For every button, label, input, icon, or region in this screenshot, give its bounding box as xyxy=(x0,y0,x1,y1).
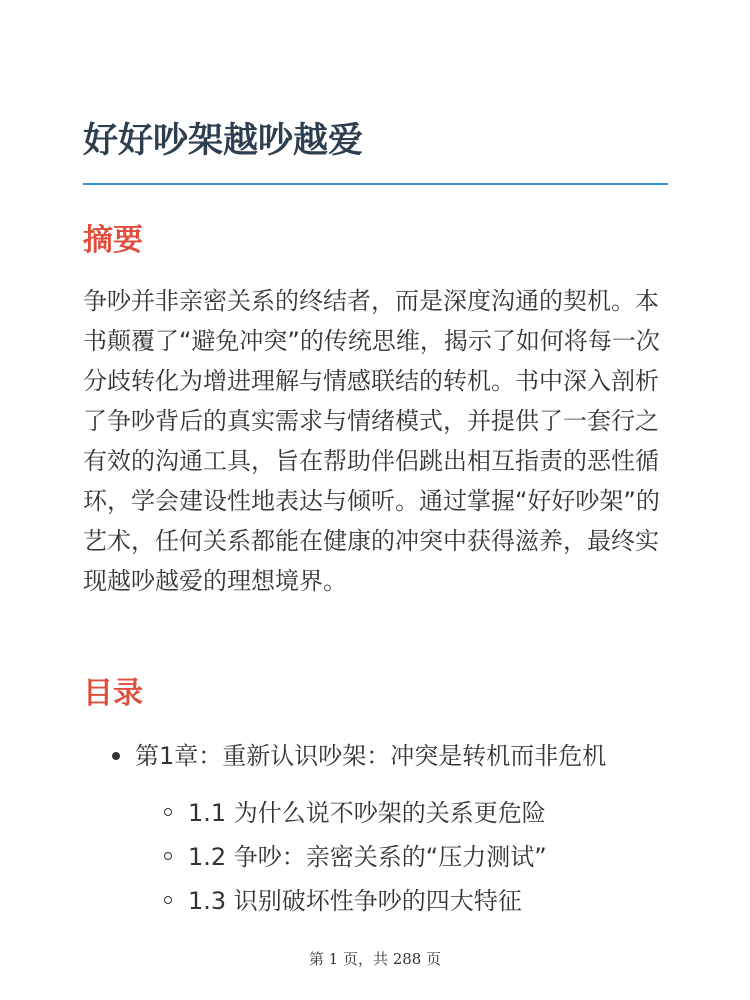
bullet-disc-icon xyxy=(112,752,120,760)
toc-section-item xyxy=(160,881,680,921)
toc-chapter-item xyxy=(83,734,683,778)
toc-section-label: 1.1 为什么说不吵架的关系更危险 xyxy=(188,799,546,827)
toc-section-label: 1.3 识别破坏性争吵的四大特征 xyxy=(188,887,522,915)
title-divider xyxy=(83,183,668,185)
abstract-paragraph: 争吵并非亲密关系的终结者，而是深度沟通的契机。本书颠覆了“避免冲突”的传统思维，揭示了如何将每一次分歧转化为增进理解与情感联结的转机。书中深入剖析了争吵背后的真实需求与情绪模式，并提供了一套行之有效的沟通工具，旨在帮助伴侣跳出相互指责的恶性循环，学会建设性地表达与倾听。通过掌握“好好吵架”的艺术，任何关系都能在健康的冲突中获得滋养，最终实现越吵越爱的理想境界。 xyxy=(83,287,660,595)
document-title: 好好吵架越吵越爱 xyxy=(83,121,364,161)
page-footer: 第 1 页，共 288 页 xyxy=(308,950,442,968)
bullet-circle-icon xyxy=(164,808,172,816)
bullet-circle-icon xyxy=(164,896,172,904)
abstract-heading: 摘要 xyxy=(83,223,143,258)
toc-section-item xyxy=(160,837,680,877)
toc-heading: 目录 xyxy=(83,676,143,711)
toc-section-label: 1.2 争吵：亲密关系的“压力测试” xyxy=(188,843,547,871)
toc-chapter-label: 第1章：重新认识吵架：冲突是转机而非危机 xyxy=(135,742,607,770)
toc-section-item xyxy=(160,793,680,833)
bullet-circle-icon xyxy=(164,852,172,860)
